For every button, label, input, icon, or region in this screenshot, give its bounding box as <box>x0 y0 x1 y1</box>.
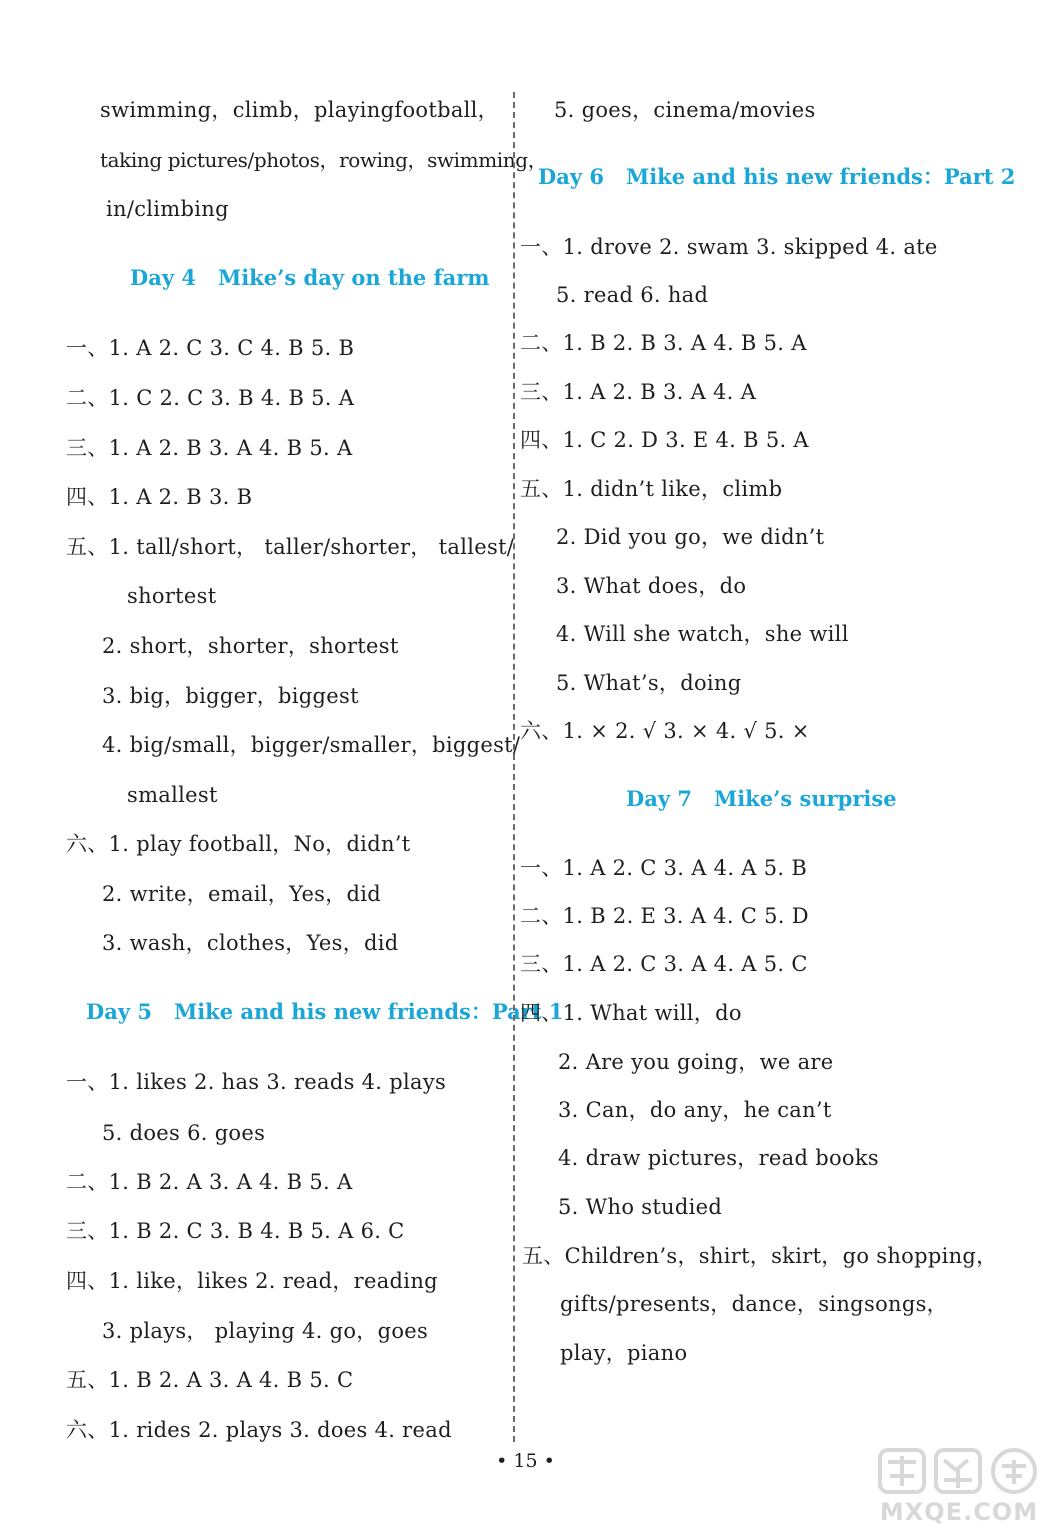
answer-line: 二、1. B 2. A 3. A 4. B 5. A <box>66 1170 353 1194</box>
answer-word: sing <box>818 1292 864 1316</box>
answer-line: 六、1. × 2. √ 3. × 4. √ 5. × <box>520 719 810 743</box>
answer-line: 三、1. A 2. C 3. A 4. A 5. C <box>520 952 808 976</box>
page-number: • 15 • <box>496 1450 555 1472</box>
answer-line: 四、1. What will，do <box>520 1001 742 1025</box>
answer-line: 5. Who studied <box>558 1195 723 1219</box>
answer-line: 5. What’s，doing <box>556 671 742 695</box>
answer-line: 一、1. A 2. C 3. C 4. B 5. B <box>66 336 355 360</box>
answer-word: swimming， <box>100 98 233 122</box>
section-heading-day5 <box>86 998 563 1026</box>
answer-line: 五、1. B 2. A 3. A 4. B 5. C <box>66 1368 354 1392</box>
section-heading-day6 <box>538 163 1015 191</box>
answer-line: 一、1. likes 2. has 3. reads 4. plays <box>66 1070 447 1094</box>
answer-line: 四、1. like，likes 2. read，reading <box>66 1269 438 1293</box>
answer-line: shortest <box>127 584 217 608</box>
answer-word: playing <box>314 98 395 122</box>
answer-line: smallest <box>127 783 218 807</box>
answer-line: 二、1. B 2. E 3. A 4. C 5. D <box>520 904 809 928</box>
answer-line: 4. Will she watch，she will <box>556 622 849 646</box>
answer-line: 2. Did you go，we didn’t <box>556 525 825 549</box>
heading-day-label: Day 6 <box>538 164 604 189</box>
answer-line: 三、1. A 2. B 3. A 4. B 5. A <box>66 436 353 460</box>
answer-word: gifts/presents， <box>560 1292 732 1316</box>
watermark-logo-icon <box>876 1446 1042 1496</box>
answer-line: 六、1. play football，No，didn’t <box>66 832 411 856</box>
answer-line: 4. big/small，bigger/smaller，biggest/ <box>102 733 521 757</box>
answer-line: 四、1. C 2. D 3. E 4. B 5. A <box>520 428 809 452</box>
answer-line <box>100 96 499 124</box>
answer-line: 四、1. A 2. B 3. B <box>66 485 253 509</box>
answer-word: football， <box>394 98 499 122</box>
watermark <box>876 1446 1042 1530</box>
heading-day-label: Day 5 <box>86 999 152 1024</box>
answer-line: 一、1. drove 2. swam 3. skipped 4. ate <box>520 235 938 259</box>
heading-day-label: Day 4 <box>130 265 196 290</box>
section-heading-day7 <box>626 785 897 813</box>
answer-line: 5. does 6. goes <box>102 1121 266 1145</box>
answer-line: 4. draw pictures，read books <box>558 1146 879 1170</box>
answer-line: play，piano <box>560 1341 688 1365</box>
answer-line: 3. wash，clothes，Yes，did <box>102 931 399 955</box>
answer-line: 3. plays， playing 4. go，goes <box>102 1319 429 1343</box>
answer-line: 3. big，bigger，biggest <box>102 684 359 708</box>
answer-line: 三、1. A 2. B 3. A 4. A <box>520 380 757 404</box>
answer-line: 五、1. didn’t like，climb <box>520 477 783 501</box>
answer-line: 二、1. C 2. C 3. B 4. B 5. A <box>66 386 355 410</box>
answer-word: songs， <box>864 1292 948 1316</box>
answer-line: 五、Children’s，shirt，skirt，go shopping， <box>522 1244 998 1268</box>
heading-day-label: Day 7 <box>626 786 692 811</box>
answer-word: dance， <box>731 1292 819 1316</box>
answer-line: 六、1. rides 2. plays 3. does 4. read <box>66 1418 452 1442</box>
answer-word: climb， <box>232 98 315 122</box>
answer-line <box>560 1290 948 1318</box>
heading-title: Mike’s surprise <box>713 786 897 811</box>
column-divider <box>513 92 515 1442</box>
answer-line: 二、1. B 2. B 3. A 4. B 5. A <box>520 331 807 355</box>
answer-line: 2. write，email，Yes，did <box>102 882 382 906</box>
answer-line: 一、1. A 2. C 3. A 4. A 5. B <box>520 856 808 880</box>
heading-title: Mike’s day on the farm <box>217 265 490 290</box>
answer-line: 3. Can，do any，he can’t <box>558 1098 832 1122</box>
watermark-text: MXQE.COM <box>879 1498 1039 1526</box>
answer-line: taking pictures/photos，rowing，swimming， <box>100 148 548 172</box>
heading-title: Mike and his new friends：Part 1 <box>173 999 564 1024</box>
answer-line: 五、1. tall/short， taller/shorter， tallest/ <box>66 535 515 559</box>
answer-line: 2. Are you going，we are <box>558 1050 834 1074</box>
answer-line: 3. What does，do <box>556 574 747 598</box>
section-heading-day4 <box>130 264 490 292</box>
answer-line: 三、1. B 2. C 3. B 4. B 5. A 6. C <box>66 1219 405 1243</box>
answer-line: 2. short，shorter，shortest <box>102 634 399 658</box>
heading-title: Mike and his new friends：Part 2 <box>625 164 1016 189</box>
answer-line: 5. read 6. had <box>556 283 709 307</box>
answer-line: in/climbing <box>106 197 229 221</box>
answer-line: 5. goes，cinema/movies <box>554 98 816 122</box>
